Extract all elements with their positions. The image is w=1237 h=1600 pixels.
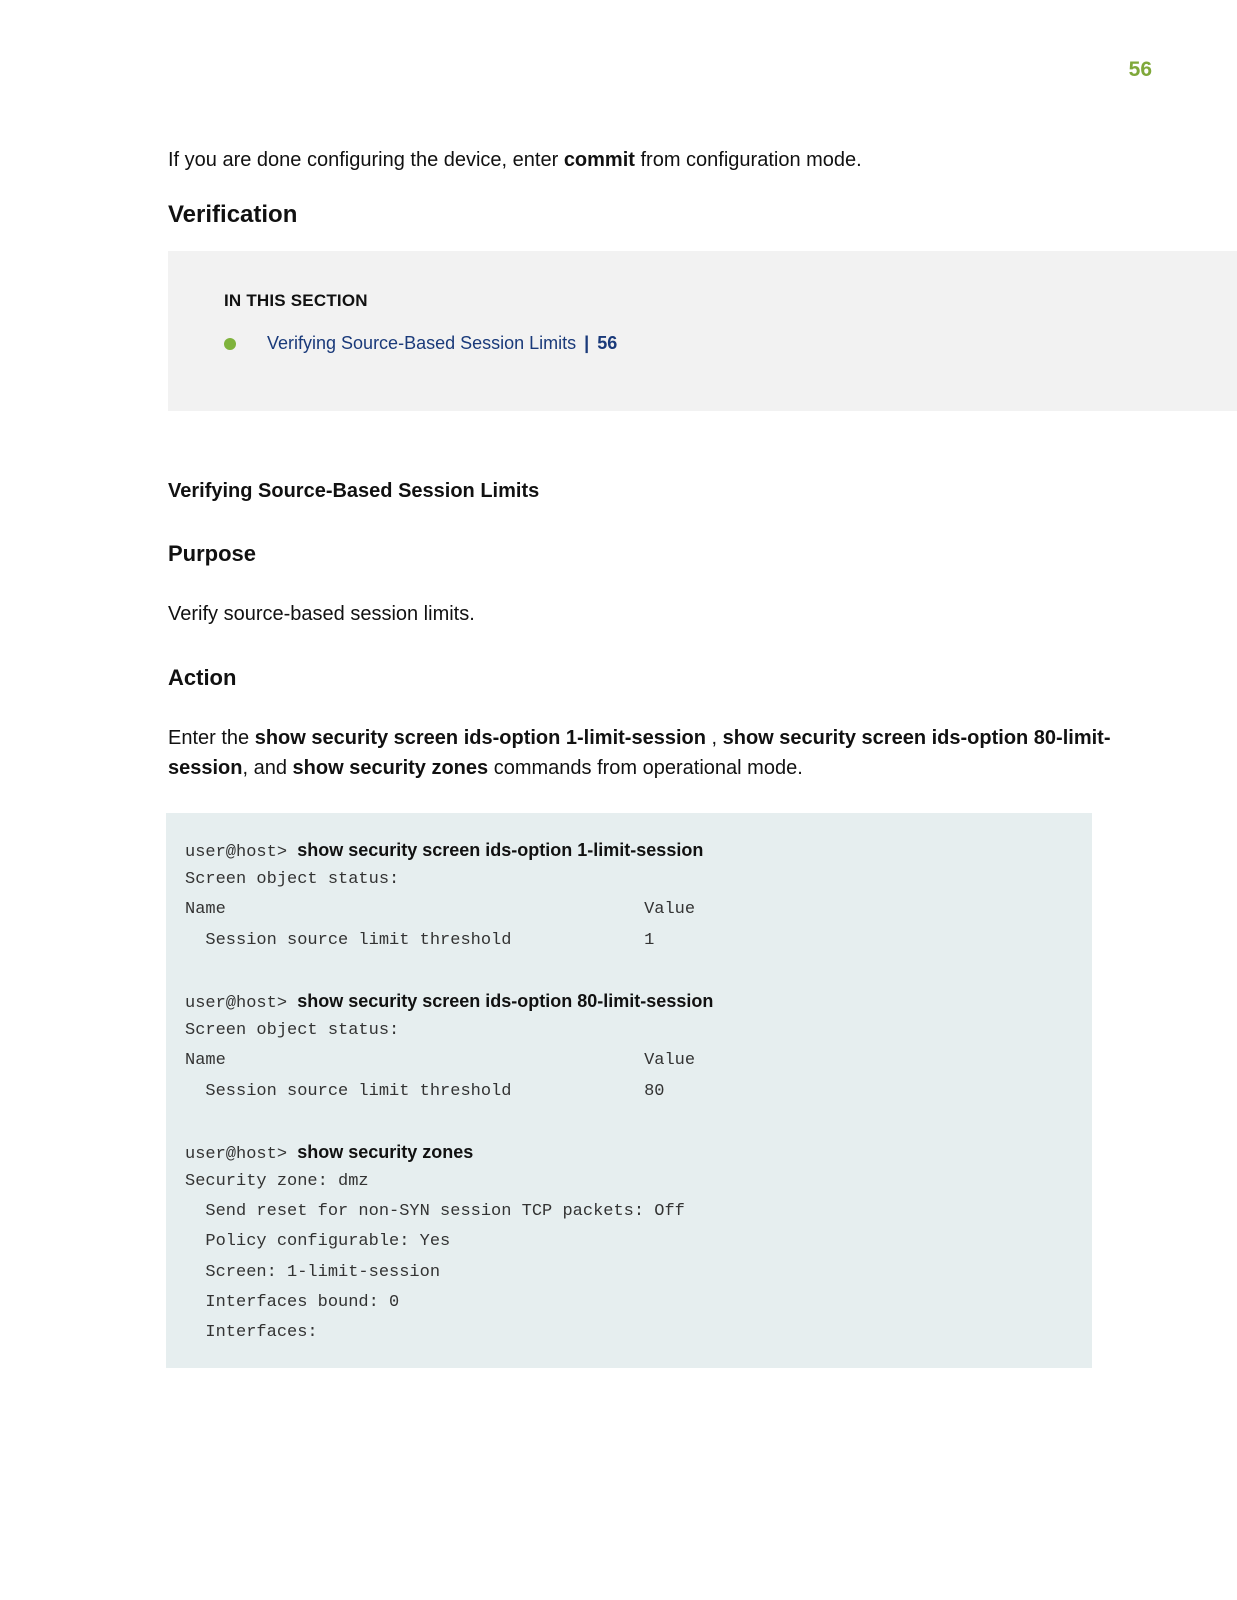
intro-command: commit (563, 149, 635, 171)
code-block (166, 813, 1092, 1368)
code-blank-line (185, 1107, 1092, 1137)
code-line: Name Value (185, 900, 696, 920)
in-this-section-box (168, 251, 1237, 411)
toc-page-number[interactable]: 56 (597, 333, 618, 353)
code-line: Screen object status: (185, 870, 400, 890)
code-blank-line (185, 956, 1092, 986)
command: show security screen ids-option 1-limit-session (297, 840, 704, 860)
command: show security screen ids-option 80-limit-session (297, 990, 714, 1011)
code-line: Security zone: dmz (185, 1172, 369, 1192)
intro-paragraph (168, 145, 1168, 175)
action-text: Enter the (168, 727, 255, 749)
intro-text-end: from configuration mode. (634, 149, 862, 171)
code-line: Name Value (185, 1051, 696, 1071)
prompt: user@host> (185, 993, 298, 1013)
code-line (185, 1137, 1092, 1167)
action-text: commands from operational mode. (488, 757, 803, 779)
action-command-2: show security screen ids-option 80-limit-session (168, 727, 1111, 779)
code-line: Send reset for non-SYN session TCP packets: Off (185, 1202, 685, 1222)
subsection-heading: Verifying Source-Based Session Limits (168, 480, 540, 502)
action-paragraph (168, 723, 1168, 783)
prompt: user@host> (185, 843, 298, 862)
code-line: Session source limit threshold 1 (185, 930, 655, 950)
page-number: 56 (1128, 58, 1152, 81)
toc-separator: | (584, 333, 590, 353)
intro-text: If you are done configuring the device, enter (168, 149, 564, 171)
action-command-1: show security screen ids-option 1-limit-session (254, 727, 706, 749)
action-text: , (705, 727, 723, 749)
code-line (185, 986, 1092, 1016)
page-content (168, 145, 1168, 1368)
toc-title: IN THIS SECTION (224, 291, 368, 310)
action-text: , and (242, 757, 293, 779)
verification-heading: Verification (168, 201, 298, 228)
toc-link[interactable]: Verifying Source-Based Session Limits (267, 333, 577, 353)
code-line: Interfaces bound: 0 (185, 1292, 400, 1312)
action-command-3: show security zones (292, 757, 489, 779)
purpose-text: Verify source-based session limits. (168, 603, 475, 625)
code-line (185, 835, 1092, 865)
toc-item[interactable] (224, 333, 1237, 354)
code-line: Interfaces: (185, 1323, 318, 1342)
purpose-heading: Purpose (168, 541, 257, 566)
code-line: Session source limit threshold 80 (185, 1081, 665, 1101)
code-line: Screen object status: (185, 1021, 400, 1041)
command: show security zones (297, 1141, 474, 1162)
bullet-icon (224, 338, 236, 350)
code-line: Screen: 1-limit-session (185, 1262, 441, 1282)
prompt: user@host> (185, 1144, 298, 1164)
action-heading: Action (168, 665, 237, 690)
code-line: Policy configurable: Yes (185, 1232, 451, 1252)
